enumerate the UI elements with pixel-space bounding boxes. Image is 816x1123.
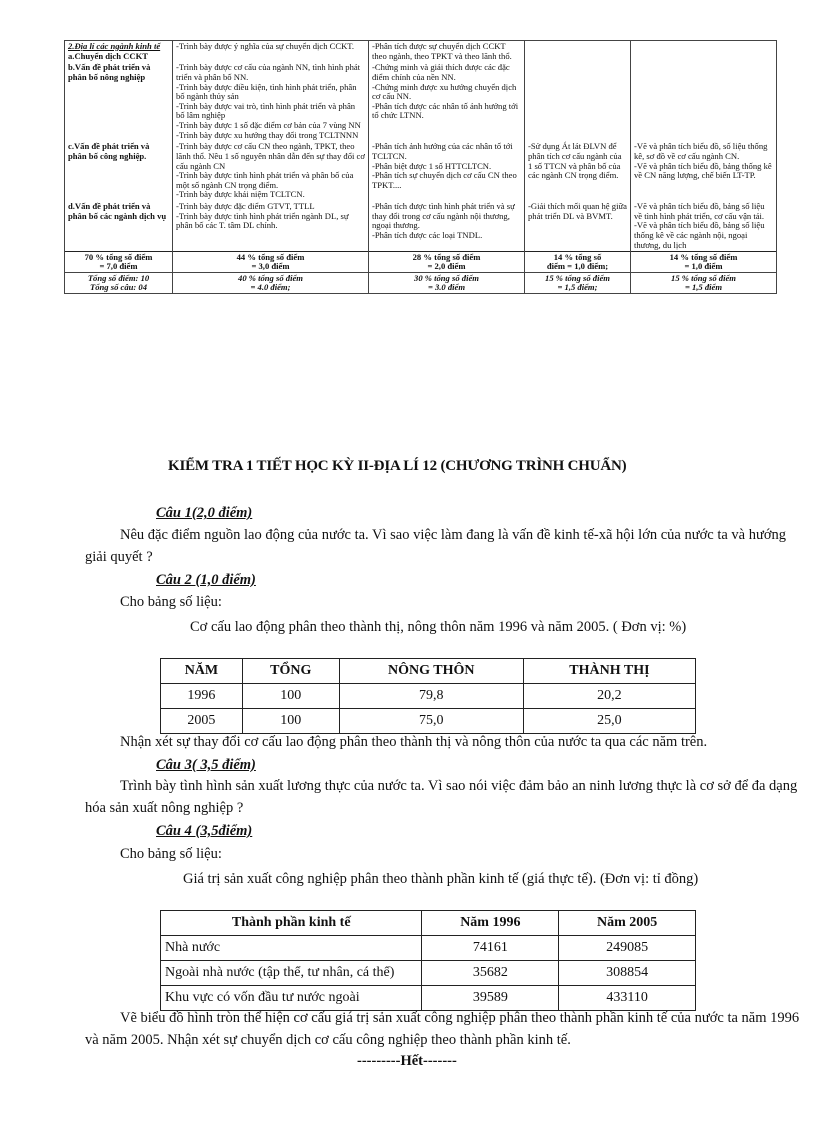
score-cell: [173, 252, 369, 273]
table-cell: 35682: [422, 961, 559, 986]
topic-label: a.Chuyển dịch CCKT: [68, 50, 148, 61]
criteria-cell: [525, 141, 631, 201]
question-1-text-cont: giải quyết ?: [85, 549, 153, 565]
question-1-heading: Câu 1(2,0 điểm): [156, 505, 253, 521]
table-row: [161, 961, 696, 986]
score-text: Tổng số điểm: 10: [87, 273, 150, 284]
score-cell: [65, 273, 173, 294]
criteria-item: -Phân tích ảnh hưởng của các nhân tố tới TCLTCN.: [372, 141, 513, 161]
criteria-item: -Vẽ và phân tích biểu đồ, bảng thống kê về CN năng lượng, chế biến LT-TP.: [634, 160, 772, 181]
criteria-item: -Trình bày được tình hình phát triển ngành DL, sự phân bố các T. tâm DL chính.: [176, 210, 349, 231]
score-text: = 3.0 điểm: [427, 282, 466, 293]
matrix-row: [65, 141, 777, 201]
topic-cell: [65, 62, 173, 141]
topic-cell: [65, 201, 173, 252]
score-text: = 1,0 điểm: [684, 261, 723, 272]
criteria-item: -Giải thích mối quan hệ giữa phát triển DL và BVMT.: [528, 201, 627, 221]
criteria-item: -Phân tích sự chuyển dịch cơ cấu CN theo TPKT....: [372, 170, 517, 190]
question-4-caption: Giá trị sản xuất công nghiệp phân theo thành phần kinh tế (giá thực tế). (Đơn vị: tỉ đồng): [183, 871, 699, 887]
criteria-item: -Trình bày được cơ cấu CN theo ngành, TPKT, theo lãnh thổ. Nêu 1 số nguyên nhân dẫn đến sự thay đổi cơ cấu ngành CN: [176, 141, 365, 171]
question-2-heading: Câu 2 (1,0 điểm): [156, 572, 256, 588]
score-text: 28 % tổng số điểm: [412, 252, 481, 263]
topic-cell: [65, 41, 173, 63]
matrix-row: [65, 41, 777, 63]
criteria-cell: [631, 141, 777, 201]
table-cell: 433110: [559, 986, 696, 1011]
criteria-cell: [631, 201, 777, 252]
criteria-cell: [173, 201, 369, 252]
criteria-item: -Phân tích được các loại TNDL.: [372, 229, 483, 240]
question-3-text: Trình bày tình hình sản xuất lương thực của nước ta. Vì sao nói việc đảm bảo an ninh lương thực là cơ sở để đa dạng: [120, 778, 798, 794]
criteria-item: -Vẽ và phân tích biểu đồ, bảng số liệu thống kê về các ngành nội, ngoại thương, du lịch: [634, 220, 765, 250]
table-cell: 39589: [422, 986, 559, 1011]
matrix-row: [65, 62, 777, 141]
end-marker: ---------Hết-------: [357, 1053, 457, 1069]
labor-structure-table: [160, 658, 696, 734]
score-text: = 3,0 điểm: [251, 261, 290, 272]
score-cell: [369, 273, 525, 294]
table-row: [161, 709, 696, 734]
score-text: điểm = 1,0 điểm;: [546, 261, 609, 272]
question-4-heading: Câu 4 (3,5điểm): [156, 823, 253, 839]
topic-label: b.Vấn đề phát triển và phân bố nông nghiệp: [68, 62, 151, 82]
criteria-cell: [369, 41, 525, 63]
score-text: Tổng số câu: 04: [89, 282, 148, 293]
table-row: [161, 936, 696, 961]
criteria-item: -Trình bày được tình hình phát triển và phân bố của một số ngành CN trọng điểm.: [176, 170, 354, 190]
column-header: Thành phần kinh tế: [161, 911, 422, 936]
table-cell: 308854: [559, 961, 696, 986]
criteria-cell: [525, 201, 631, 252]
criteria-item: -Phân tích được sự chuyển dịch CCKT theo ngành, theo TPKT và theo lãnh thổ.: [372, 41, 512, 61]
topic-cell: [65, 141, 173, 201]
criteria-cell: [631, 41, 777, 63]
score-text: 70 % tổng số điểm: [84, 252, 153, 263]
table-cell: Nhà nước: [161, 936, 422, 961]
score-cell: [631, 273, 777, 294]
table-header-row: [161, 911, 696, 936]
column-header: NĂM: [161, 659, 243, 684]
table-header-row: [161, 659, 696, 684]
table-cell: 74161: [422, 936, 559, 961]
score-cell: [65, 252, 173, 273]
industry-output-table: [160, 910, 696, 1011]
question-4-intro: Cho bảng số liệu:: [120, 846, 222, 862]
criteria-cell: [631, 62, 777, 141]
criteria-item: -Sử dụng Át lát ĐLVN để phân tích cơ cấu ngành của 1 số TTCN và phân bố của các ngành CN trọng điểm.: [528, 141, 622, 181]
matrix-body: [65, 41, 777, 294]
table-body: [161, 936, 696, 1011]
score-cell: [525, 273, 631, 294]
criteria-item: -Trình bày được khái niệm TCLTCN.: [176, 189, 305, 200]
criteria-cell: [369, 201, 525, 252]
score-summary-row: [65, 252, 777, 273]
criteria-cell: [525, 41, 631, 63]
table-body: [161, 684, 696, 734]
score-text: = 4.0 điểm;: [250, 282, 291, 293]
table-cell: 249085: [559, 936, 696, 961]
table-cell: 100: [242, 709, 339, 734]
score-cell: [525, 252, 631, 273]
topic-label: c.Vấn đề phát triển và phân bố công nghiệp.: [68, 141, 150, 161]
column-header: TỔNG: [242, 659, 339, 684]
score-text: = 1,5 điểm: [684, 282, 723, 293]
question-2-intro: Cho bảng số liệu:: [120, 594, 222, 610]
matrix-row: [65, 201, 777, 252]
criteria-item: -Chứng minh được xu hướng chuyển dịch cơ cấu NN.: [372, 81, 517, 102]
exam-title: KIỂM TRA 1 TIẾT HỌC KỲ II-ĐỊA LÍ 12 (CHƯƠNG TRÌNH CHUẨN): [168, 458, 627, 474]
criteria-item: -Phân tích được các nhân tố ảnh hưởng tới tổ chức LTNN.: [372, 100, 519, 121]
criteria-cell: [525, 62, 631, 141]
table-cell: 1996: [161, 684, 243, 709]
table-row: [161, 986, 696, 1011]
question-4-text: Vẽ biểu đồ hình tròn thể hiện cơ cấu giá trị sản xuất công nghiệp phân theo thành phần kinh tế của nước ta năm 1996: [120, 1010, 800, 1026]
topic-label: 2.Địa lí các ngành kinh tế: [68, 41, 161, 51]
criteria-item: -Trình bày được xu hướng thay đổi trong TCLTNNN: [176, 129, 359, 140]
criteria-cell: [369, 62, 525, 141]
score-text: = 1,5 điểm;: [557, 282, 598, 293]
score-text: = 2,0 điểm: [427, 261, 466, 272]
score-text: 30 % tổng số điểm: [414, 273, 479, 284]
score-text: = 7,0 điểm: [99, 261, 138, 272]
table-cell: Khu vực có vốn đầu tư nước ngoài: [161, 986, 422, 1011]
criteria-cell: [173, 62, 369, 141]
table-cell: 75,0: [339, 709, 523, 734]
score-text: 15 % tổng số điểm: [671, 273, 736, 284]
table-cell: 2005: [161, 709, 243, 734]
table-cell: 20,2: [523, 684, 695, 709]
table-cell: 79,8: [339, 684, 523, 709]
score-text: 44 % tổng số điểm: [236, 252, 305, 263]
criteria-cell: [369, 141, 525, 201]
criteria-cell: [173, 141, 369, 201]
score-text: 40 % tổng số điểm: [238, 273, 303, 284]
question-3-text-cont: hóa sản xuất nông nghiệp ?: [85, 800, 244, 816]
score-text: 14 % tổng số: [553, 252, 602, 263]
criteria-item: -Trình bày được 1 số đặc điểm cơ bản của 7 vùng NN: [176, 120, 361, 130]
table-cell: 100: [242, 684, 339, 709]
criteria-item: -Phân tích được tình hình phát triển và sự thay đổi trong cơ cấu ngành nội thương, ngoại thương.: [372, 201, 515, 231]
criteria-item: -Chứng minh và giải thích được các đặc điểm chính của nền NN.: [372, 62, 510, 82]
criteria-item: -Phân biệt được 1 số HTTCLTCN.: [372, 160, 492, 171]
column-header: NÔNG THÔN: [339, 659, 523, 684]
column-header: THÀNH THỊ: [523, 659, 695, 684]
criteria-item: -Trình bày được ý nghĩa của sự chuyển dịch CCKT.: [176, 41, 355, 51]
knowledge-matrix-table: [64, 40, 777, 294]
column-header: Năm 2005: [559, 911, 696, 936]
criteria-item: -Vẽ và phân tích biểu đồ, bảng số liệu về tình hình phát triển, cơ cấu vận tải.: [634, 201, 765, 221]
score-total-row: [65, 273, 777, 294]
question-4-text-cont: và năm 2005. Nhận xét sự chuyển dịch cơ cấu công nghiệp theo thành phần kinh tế.: [85, 1032, 571, 1048]
criteria-cell: [173, 41, 369, 63]
criteria-item: -Trình bày được điều kiện, tình hình phát triển, phân bố ngành thủy sản: [176, 81, 357, 102]
score-text: 14 % tổng số điểm: [669, 252, 738, 263]
table-cell: Ngoài nhà nước (tập thể, tư nhân, cá thể): [161, 961, 422, 986]
question-2-question: Nhận xét sự thay đổi cơ cấu lao động phân theo thành thị và nông thôn của nước ta qua các năm trên.: [120, 734, 708, 750]
column-header: Năm 1996: [422, 911, 559, 936]
question-2-caption: Cơ cấu lao động phân theo thành thị, nông thôn năm 1996 và năm 2005. ( Đơn vị: %): [190, 619, 687, 635]
score-cell: [173, 273, 369, 294]
score-cell: [631, 252, 777, 273]
criteria-item: -Trình bày được đặc điểm GTVT, TTLL: [176, 201, 315, 211]
criteria-item: -Trình bày được cơ cấu của ngành NN, tình hình phát triển và phân bố NN.: [176, 62, 361, 82]
question-1-text: Nêu đặc điểm nguồn lao động của nước ta. Vì sao việc làm đang là vấn đề kinh tế-xã hội lớn của nước ta và hướng: [120, 527, 787, 543]
topic-label: d.Vấn đề phát triển và phân bố các ngành dịch vụ: [68, 201, 167, 221]
table-cell: 25,0: [523, 709, 695, 734]
question-3-heading: Câu 3( 3,5 điểm): [156, 757, 256, 773]
table-row: [161, 684, 696, 709]
criteria-item: -Vẽ và phân tích biểu đồ, số liệu thống kê, sơ đồ về cơ cấu ngành CN.: [634, 141, 768, 161]
criteria-item: -Trình bày được vai trò, tình hình phát triển và phân bố lâm nghiệp: [176, 100, 356, 121]
score-text: 15 % tổng số điểm: [545, 273, 610, 284]
score-cell: [369, 252, 525, 273]
